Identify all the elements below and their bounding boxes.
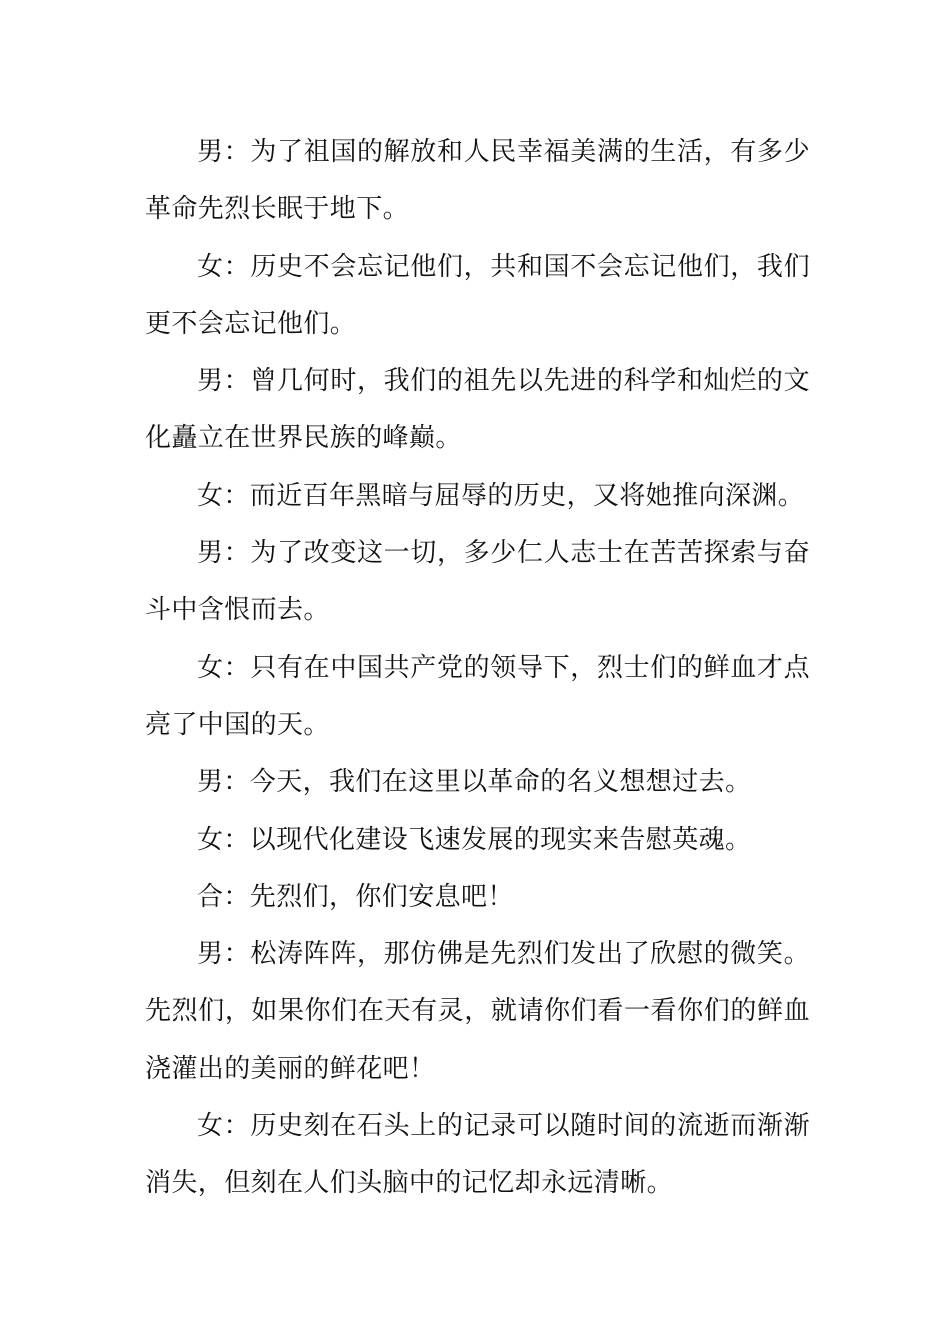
paragraph-2: 女：历史不会忘记他们，共和国不会忘记他们，我们更不会忘记他们。 [145, 251, 810, 339]
paragraph-10: 男：松涛阵阵，那仿佛是先烈们发出了欣慰的微笑。先烈们，如果你们在天有灵，就请你们看一看你们的鲜血浇灌出的美丽的鲜花吧！ [145, 939, 810, 1084]
paragraph-9: 合：先烈们，你们安息吧！ [197, 881, 514, 912]
paragraph-3: 男：曾几何时，我们的祖先以先进的科学和灿烂的文化矗立在世界民族的峰巅。 [145, 366, 810, 454]
paragraph-4: 女：而近百年黑暗与屈辱的历史，又将她推向深渊。 [197, 480, 805, 511]
paragraph-8: 女：以现代化建设飞速发展的现实来告慰英魂。 [197, 824, 752, 855]
paragraph-5: 男：为了改变这一切，多少仁人志士在苦苦探索与奋斗中含恨而去。 [145, 538, 810, 626]
paragraph-6: 女：只有在中国共产党的领导下，烈士们的鲜血才点亮了中国的天。 [145, 652, 810, 740]
paragraph-1: 男：为了祖国的解放和人民幸福美满的生活，有多少革命先烈长眠于地下。 [145, 137, 810, 225]
paragraph-11: 女：历史刻在石头上的记录可以随时间的流逝而渐渐消失，但刻在人们头脑中的记忆却永远清晰。 [145, 1111, 810, 1199]
document-body [145, 124, 810, 1213]
paragraph-7: 男：今天，我们在这里以革命的名义想想过去。 [197, 767, 752, 798]
